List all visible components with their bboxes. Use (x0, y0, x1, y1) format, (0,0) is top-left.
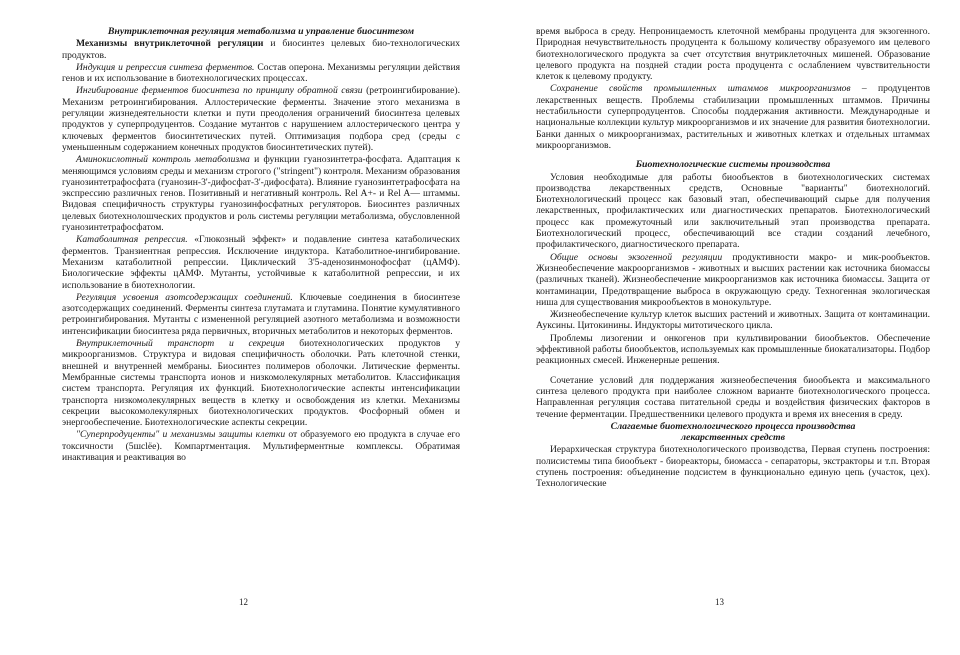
paragraph (62, 429, 460, 463)
paragraph: Проблемы лизогении и онкогенов при культивировании биообъектов. Обеспечение эффективной работы биообъектов, используемых как промышленные биокатализаторы. Подбор реакционных смесей. Инженерные решения. (536, 332, 930, 367)
page-number-right: 13 (715, 597, 724, 607)
paragraph-text: «Глюкозный эффект» и подавление синтеза катаболических ферментов. Транзиентная репрессия. Исключение индуктора. Катаболитное-ингибирование. Механизм катаболитной репрессии. Циклический 3'5-аденозинмонофосфат (цАМФ). Биологические эффекты цАМФ. Мутанты, устойчивые к катаболитной репрессии, и их использование в биотехнологии. (62, 234, 460, 291)
paragraph (62, 154, 460, 233)
spacer (536, 152, 930, 159)
right-text-column (536, 26, 930, 490)
paragraph-text: продуктивности макро- и мик-рообъектов. Жизнеобеспечение макроорганизмов - животных и высших растении как источника биомассы (различных тканей). Жизнеобеспечение микроорганизмов как источника биомассы. Защита от контаминации, Предотвращение выброса в окружающую среду. Техногенная экологическая ниша для существования микрообъектов в монокультуре. (536, 251, 931, 308)
paragraph-lead: "Суперпродуценты" и механизмы защиты клетки (76, 429, 286, 441)
section-heading (536, 421, 930, 444)
paragraph-text: от образуемого ею продукта в случае его токсичности (5шсlёе). Компартментация. Мультиферментные комплексы. Обратимая инактивация и реактивация во (62, 429, 461, 463)
paragraph: Сочетание условий для поддержания жизнеобеспечения биообъекта и максимального синтеза целевого продукта при наиболее сложном варианте биотехнологического процесса. Направленная регуляция состава питательной среды и воздействия физических факторов в течение ферментации. Предшественники целевого продукта и время их внесения в среду. (536, 374, 930, 420)
section-heading-line: Слагаемые биотехнологического процесса производства (610, 420, 856, 432)
paragraph-text: и функции гуанозинтетра-фосфата. Адаптация к меняющимся условиям среды и механизм строгого ("stringent") контроля. Механизм образования гуанозинтетрафосфата (гуанозин-3'-дифосфат-3'-дифосфата). Влияние гуанозинтетрафосфата на экспрессию различных генов. Позитивный и негативный контроль. Rel A+- и Rel A— штаммы. Видовая специфичность структуры гуанозинфосфатных регуляторов. Биосинтез различных целевых биотехнолошческих продуктов и роль системы регуляции метаболизма, обусловленной гуанозинтетрафосфатом. (62, 154, 460, 234)
paragraph (62, 338, 460, 428)
paragraph-lead: Регуляция усвоения азотсодержащих соединений. (76, 291, 293, 303)
left-section-title: Внутриклеточная регуляция метаболизма и управление биосинтезом (107, 26, 415, 37)
paragraph: Иерархическая структура биотехнологического производства, Первая ступень построения: полисистемы типа биообъект - биореакторы, биомасса - сепараторы, экстракторы и т.п. Вторая ступень построения: объединение подсистем в функционально единую цепь (участок, цех). Технологические (536, 444, 930, 490)
paragraph: Жизнеобеспечение культур клеток высших растений и животных. Защита от контаминации. Ауксины. Цитокинины. Индукторы митотического цикла. (536, 309, 930, 332)
paragraph (62, 85, 460, 153)
paragraph-text: и биосинтез целевых био-технологических продуктов. (62, 38, 460, 61)
paragraph (62, 38, 460, 61)
paragraph (62, 292, 460, 337)
section-heading: Биотехнологические системы производства (635, 159, 831, 171)
paragraph-lead: Общие основы экзогенной регуляции (550, 251, 723, 263)
paragraph-text: Ключевые соединения в биосинтезе азотсодержащих соединений. Ферменты синтеза глутамата и глутамина. Понятие кумулятивного ретроингибирования. Мутанты с измененной регуляцией азотного метаболизма и возможности интенсификации биосинтеза ряда первичных, вторичных метаболитов и некоторых ферментов. (62, 291, 460, 337)
paragraph-text: (ретроингибирование). Механизм ретроингибирования. Аллостерические ферменты. Значение этого механизма в регуляции жизнедеятельности клетки и пути преодоления ограничений биосинтеза целевых продуктов у суперпродуцентов. Создание мутантов с нарушением аллостерического центра у ключевых ферментов биосинтетических путей. Оптимизация подбора сред (среды с уменьшенным содержанием конечных продуктов биосинтетических путей). (62, 85, 460, 153)
paragraph-lead: Механизмы внутриклеточной регуляции (76, 38, 264, 50)
paragraph (62, 62, 460, 85)
paragraph (62, 234, 460, 290)
paragraph (536, 83, 930, 151)
paragraph-lead: Аминокислотный контроль метаболизма (76, 154, 250, 166)
paragraph-text: биотехнологических продуктов у микроорганизмов. Структура и видовая специфичность оболочки. Рать клеточной стенки, внешней и внутренней мембраны. Биосинтез полимеров оболочки. Литические ферменты. Мембранные системы транспорта ионов и низкомолекулярных метаболитов. Классификация систем транспорта. Регуляция их функций. Биотехнологические аспекты интенсификации транспорта низкомолекулярных веществ в клетку и освобождения из клетки. Механизмы секреции высокомолекулярных биотехнологических продуктов. Фосфорный обмен и энергообеспечение. Биотехнологические аспекты секреции. (62, 338, 460, 429)
paragraph-text: Состав оперона. Механизмы регуляции действия генов и их использование в биотехнологических процессах. (62, 61, 461, 85)
paragraph-lead: Внутриклеточный транспорт и секреция (76, 338, 285, 350)
paragraph: Условия необходимые для работы биообъектов в биотехнологических системах производства лекарственных средств, Основные "варианты" биотехнологий. Биотехнологический процесс как базовый этап, обеспечивающий сырье для получения лекарственных, профилактических или диагностических препаратов. Биотехнологический процесс как промежуточный или заключительный этап производства препарата. Биотехнологический процесс, обеспечивающий все стадии созданий лечебного, профилактического, диагностического препарата. (536, 171, 930, 251)
paragraph-text: – продуцентов лекарственных веществ. Проблемы стабилизации промышленных штаммов. Причины нестабильности суперпродуцентов. Способы поддержания активности. Международные и национальные коллекции культур микроорганизмов и их значение для развития биотехнологии. Банки данных о микроорганизмах, растительных и животных клетках и отдельных штаммах микроорганизмов. (536, 83, 930, 151)
left-text-column (62, 26, 460, 463)
paragraph-lead: Сохранение свойств промышленных штаммов микроорганизмов (550, 83, 851, 95)
paragraph: время выброса в среду. Непроницаемость клеточной мембраны продуцента для экзогенного. Природная нечувствительность продуцента к большому количеству образуемого им целевого биотехнологического продукта за счет отсутствия внутриклеточных мишеней. Образование целевого продукта на поздней стадии роста продуцента с ослаблением чувствительности клеток к целевому продукту. (536, 26, 930, 83)
paragraph (536, 252, 930, 308)
section-heading-line: лекарственных средств (680, 432, 786, 444)
page-number-left: 12 (239, 597, 248, 607)
paragraph-lead: Ингибирование ферментов биосинтеза по принципу обратной связи (76, 85, 363, 97)
paragraph-lead: Катаболитная репрессия. (76, 234, 188, 246)
right-page (480, 0, 960, 655)
spacer (536, 368, 930, 375)
paragraph-lead: Индукция и репрессия синтеза ферментов. (76, 61, 255, 73)
